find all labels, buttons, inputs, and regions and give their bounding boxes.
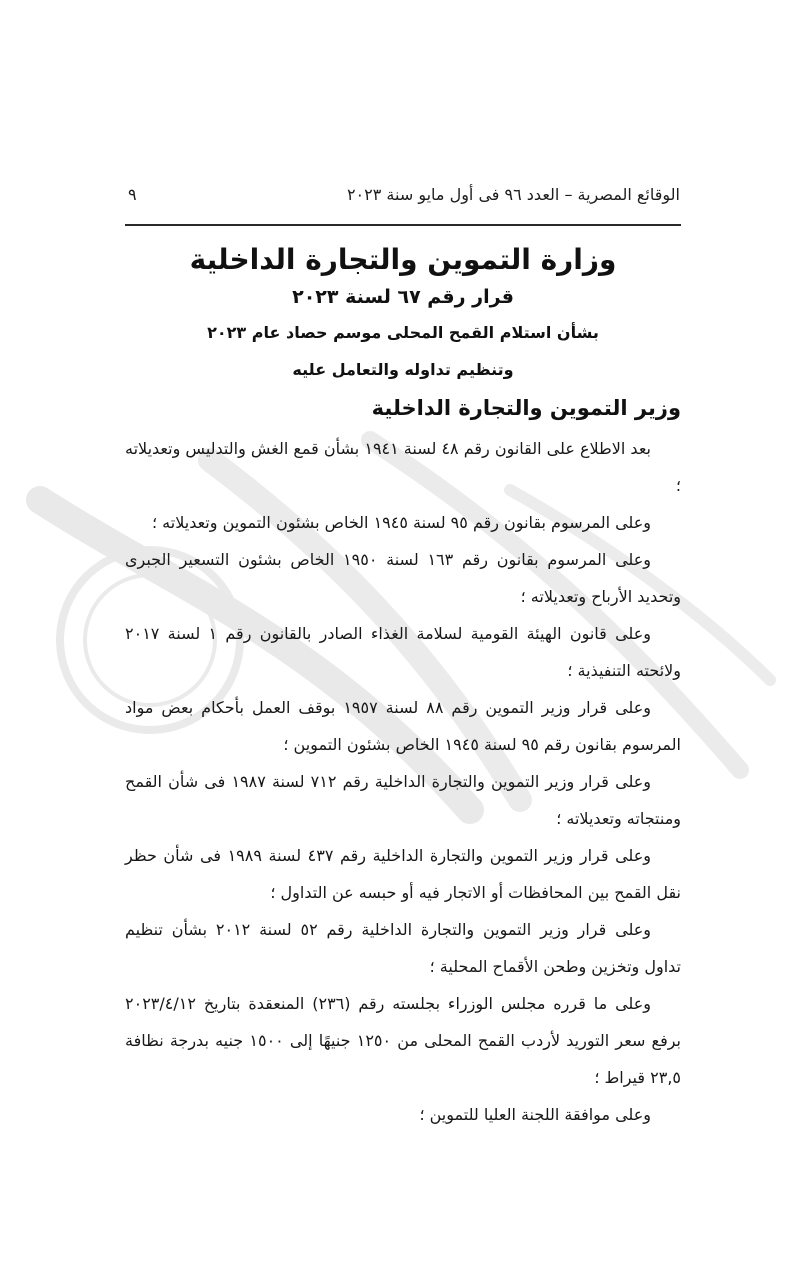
paragraph-3: وعلى المرسوم بقانون رقم ١٦٣ لسنة ١٩٥٠ الخاص بشئون التسعير الجبرى وتحديد الأرباح وتعديلاته ؛ — [125, 550, 681, 606]
paragraph-8: وعلى قرار وزير التموين والتجارة الداخلية رقم ٥٢ لسنة ٢٠١٢ بشأن تنظيم تداول وتخزين وطحن الأقماح المحلية ؛ — [125, 920, 681, 976]
paragraph-7: وعلى قرار وزير التموين والتجارة الداخلية رقم ٤٣٧ لسنة ١٩٨٩ فى شأن حظر نقل القمح بين المحافظات أو الاتجار فيه أو حبسه عن التداول ؛ — [125, 846, 681, 902]
subject-line-1: بشأن استلام القمح المحلى موسم حصاد عام ٢٠٢٣ — [207, 323, 599, 342]
paragraph-6: وعلى قرار وزير التموين والتجارة الداخلية رقم ٧١٢ لسنة ١٩٨٧ فى شأن القمح ومنتجاته وتعديلاته ؛ — [125, 772, 681, 828]
running-header — [128, 180, 680, 208]
decision-body — [125, 430, 681, 1133]
decision-title: قرار رقم ٦٧ لسنة ٢٠٢٣ — [292, 286, 514, 308]
subject-line-2: وتنظيم تداوله والتعامل عليه — [292, 360, 514, 379]
paragraph-1: بعد الاطلاع على القانون رقم ٤٨ لسنة ١٩٤١ بشأن قمع الغش والتدليس وتعديلاته ؛ — [125, 439, 681, 495]
paragraph-5: وعلى قرار وزير التموين رقم ٨٨ لسنة ١٩٥٧ بوقف العمل بأحكام بعض مواد المرسوم بقانون رقم ٩٥ لسنة ١٩٤٥ الخاص بشئون التموين ؛ — [125, 698, 681, 754]
ministry-title: وزارة التموين والتجارة الداخلية — [189, 243, 617, 276]
paragraph-9: وعلى ما قرره مجلس الوزراء بجلسته رقم (٢٣٦) المنعقدة بتاريخ ٢٠٢٣/٤/١٢ برفع سعر التوريد لأردب القمح المحلى من ١٢٥٠ جنيهًا إلى ١٥٠٠ جنيه بدرجة نظافة ٢٣,٥ قيراط ؛ — [125, 994, 681, 1087]
page-number: ٩ — [128, 184, 137, 204]
paragraph-4: وعلى قانون الهيئة القومية لسلامة الغذاء الصادر بالقانون رقم ١ لسنة ٢٠١٧ ولائحته التنفيذية ؛ — [125, 624, 681, 680]
running-title: الوقائع المصرية – العدد ٩٦ فى أول مايو سنة ٢٠٢٣ — [346, 184, 680, 204]
header-divider — [125, 224, 681, 226]
paragraph-2: وعلى المرسوم بقانون رقم ٩٥ لسنة ١٩٤٥ الخاص بشئون التموين وتعديلاته ؛ — [151, 513, 651, 532]
minister-title: وزير التموين والتجارة الداخلية — [371, 396, 681, 420]
paragraph-10: وعلى موافقة اللجنة العليا للتموين ؛ — [419, 1105, 651, 1124]
